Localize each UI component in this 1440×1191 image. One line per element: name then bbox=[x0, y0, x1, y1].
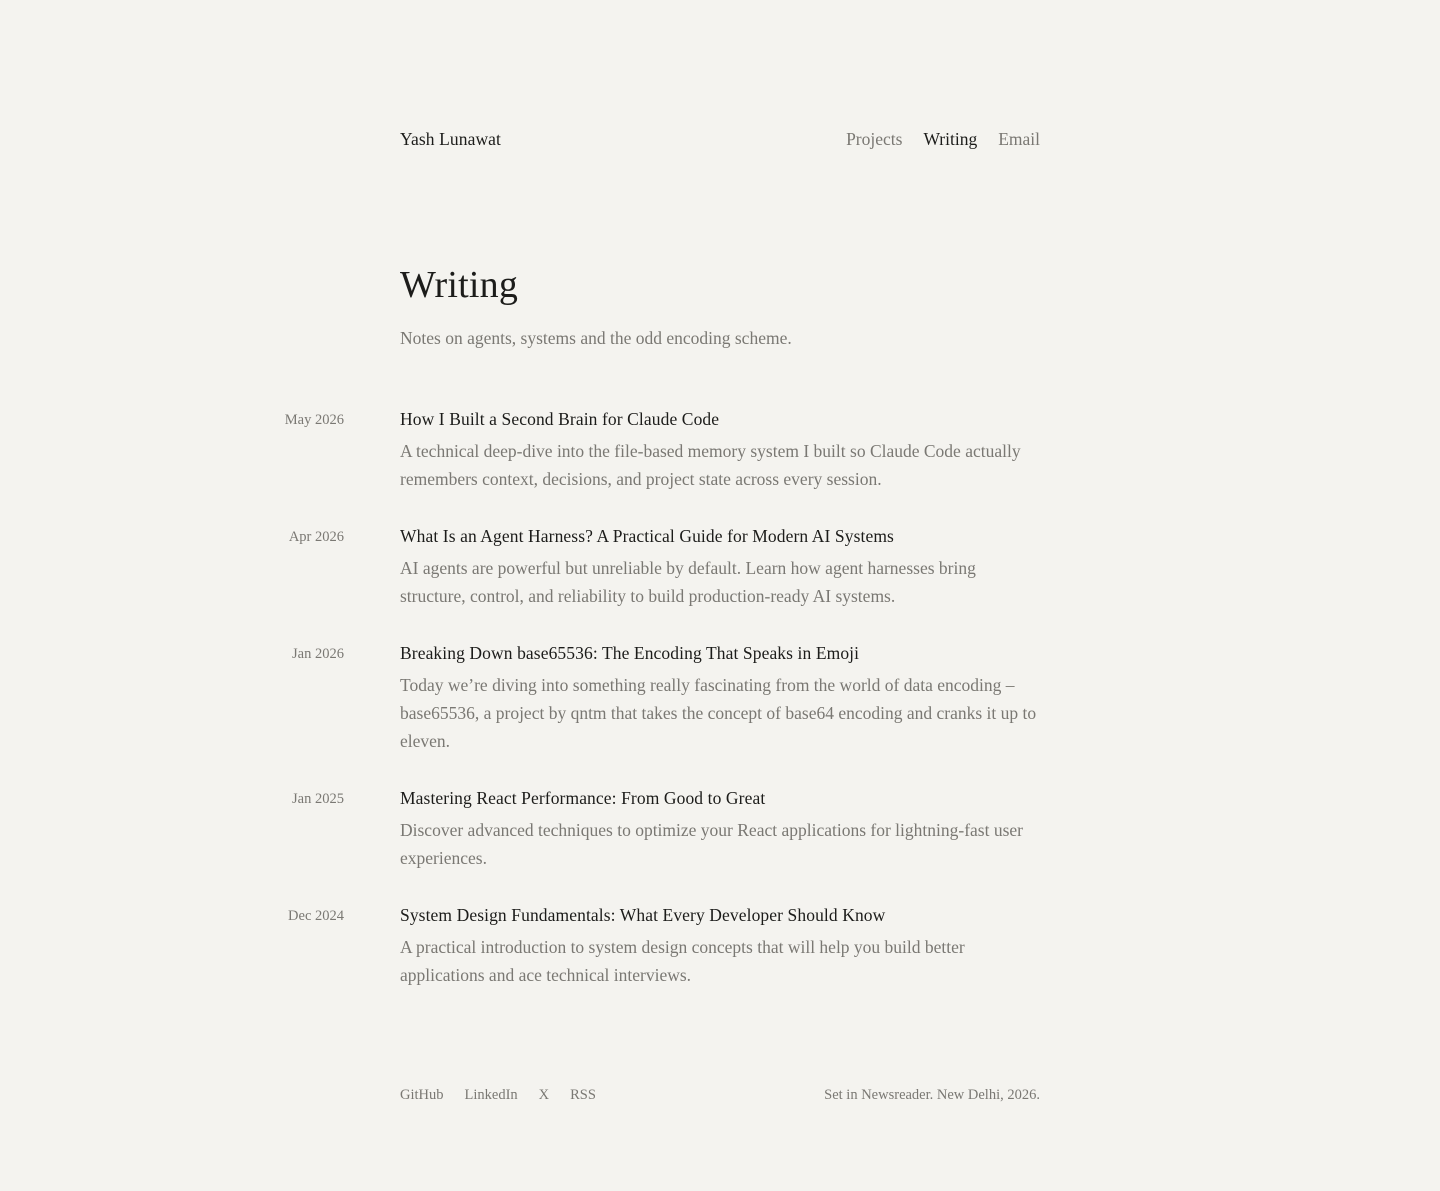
post-title-link[interactable]: System Design Fundamentals: What Every Developer Should Know bbox=[400, 905, 886, 925]
post-date: Jan 2025 bbox=[292, 791, 344, 807]
post-title-link[interactable]: What Is an Agent Harness? A Practical Guide for Modern AI Systems bbox=[400, 526, 894, 546]
post-body bbox=[400, 901, 1040, 989]
footer-linkedin-link[interactable]: LinkedIn bbox=[464, 1086, 518, 1103]
site-name-link[interactable]: Yash Lunawat bbox=[400, 128, 502, 149]
main-nav bbox=[846, 129, 1040, 150]
intro bbox=[400, 262, 1040, 350]
page-subtitle: Notes on agents, systems and the odd encoding scheme. bbox=[400, 328, 792, 348]
post-date: May 2026 bbox=[284, 412, 344, 428]
site-footer bbox=[400, 1083, 1040, 1107]
post-summary: AI agents are powerful but unreliable by default. Learn how agent harnesses bring structure, control, and reliability to build production-ready AI systems. bbox=[400, 558, 976, 606]
footer-github-link[interactable]: GitHub bbox=[400, 1086, 444, 1103]
footer-links bbox=[400, 1087, 596, 1104]
site-header bbox=[400, 124, 1040, 154]
post-item bbox=[0, 784, 1440, 872]
footer-rss-link[interactable]: RSS bbox=[570, 1086, 596, 1103]
post-body bbox=[400, 639, 1040, 755]
colophon: Set in Newsreader. New Delhi, 2026. bbox=[824, 1086, 1040, 1103]
post-summary: Today we’re diving into something really fascinating from the world of data encoding – base65536, a project by qntm that takes the concept of base64 encoding and cranks it up to eleven. bbox=[400, 675, 1037, 751]
post-date: Apr 2026 bbox=[288, 529, 344, 545]
post-summary: Discover advanced techniques to optimize your React applications for lightning-fast user experiences. bbox=[400, 820, 1024, 868]
post-item bbox=[0, 901, 1440, 989]
nav-projects-link[interactable]: Projects bbox=[846, 128, 903, 149]
post-item bbox=[0, 522, 1440, 610]
post-item bbox=[0, 405, 1440, 493]
post-item bbox=[0, 639, 1440, 755]
nav-writing-link[interactable]: Writing bbox=[923, 128, 978, 149]
post-date: Dec 2024 bbox=[288, 908, 344, 924]
post-title-link[interactable]: Breaking Down base65536: The Encoding That Speaks in Emoji bbox=[400, 643, 860, 663]
post-body bbox=[400, 405, 1040, 493]
post-list bbox=[0, 405, 1440, 1018]
post-summary: A practical introduction to system design concepts that will help you build better applications and ace technical interviews. bbox=[400, 937, 965, 985]
footer-x-link[interactable]: X bbox=[538, 1086, 550, 1103]
post-summary: A technical deep-dive into the file-based memory system I built so Claude Code actually remembers context, decisions, and project state across every session. bbox=[400, 441, 1021, 489]
page-title: Writing bbox=[400, 264, 519, 306]
post-title-link[interactable]: How I Built a Second Brain for Claude Code bbox=[400, 409, 720, 429]
post-body bbox=[400, 784, 1040, 872]
post-date: Jan 2026 bbox=[292, 646, 344, 662]
nav-email-link[interactable]: Email bbox=[998, 128, 1040, 149]
post-title-link[interactable]: Mastering React Performance: From Good to Great bbox=[400, 788, 766, 808]
post-body bbox=[400, 522, 1040, 610]
